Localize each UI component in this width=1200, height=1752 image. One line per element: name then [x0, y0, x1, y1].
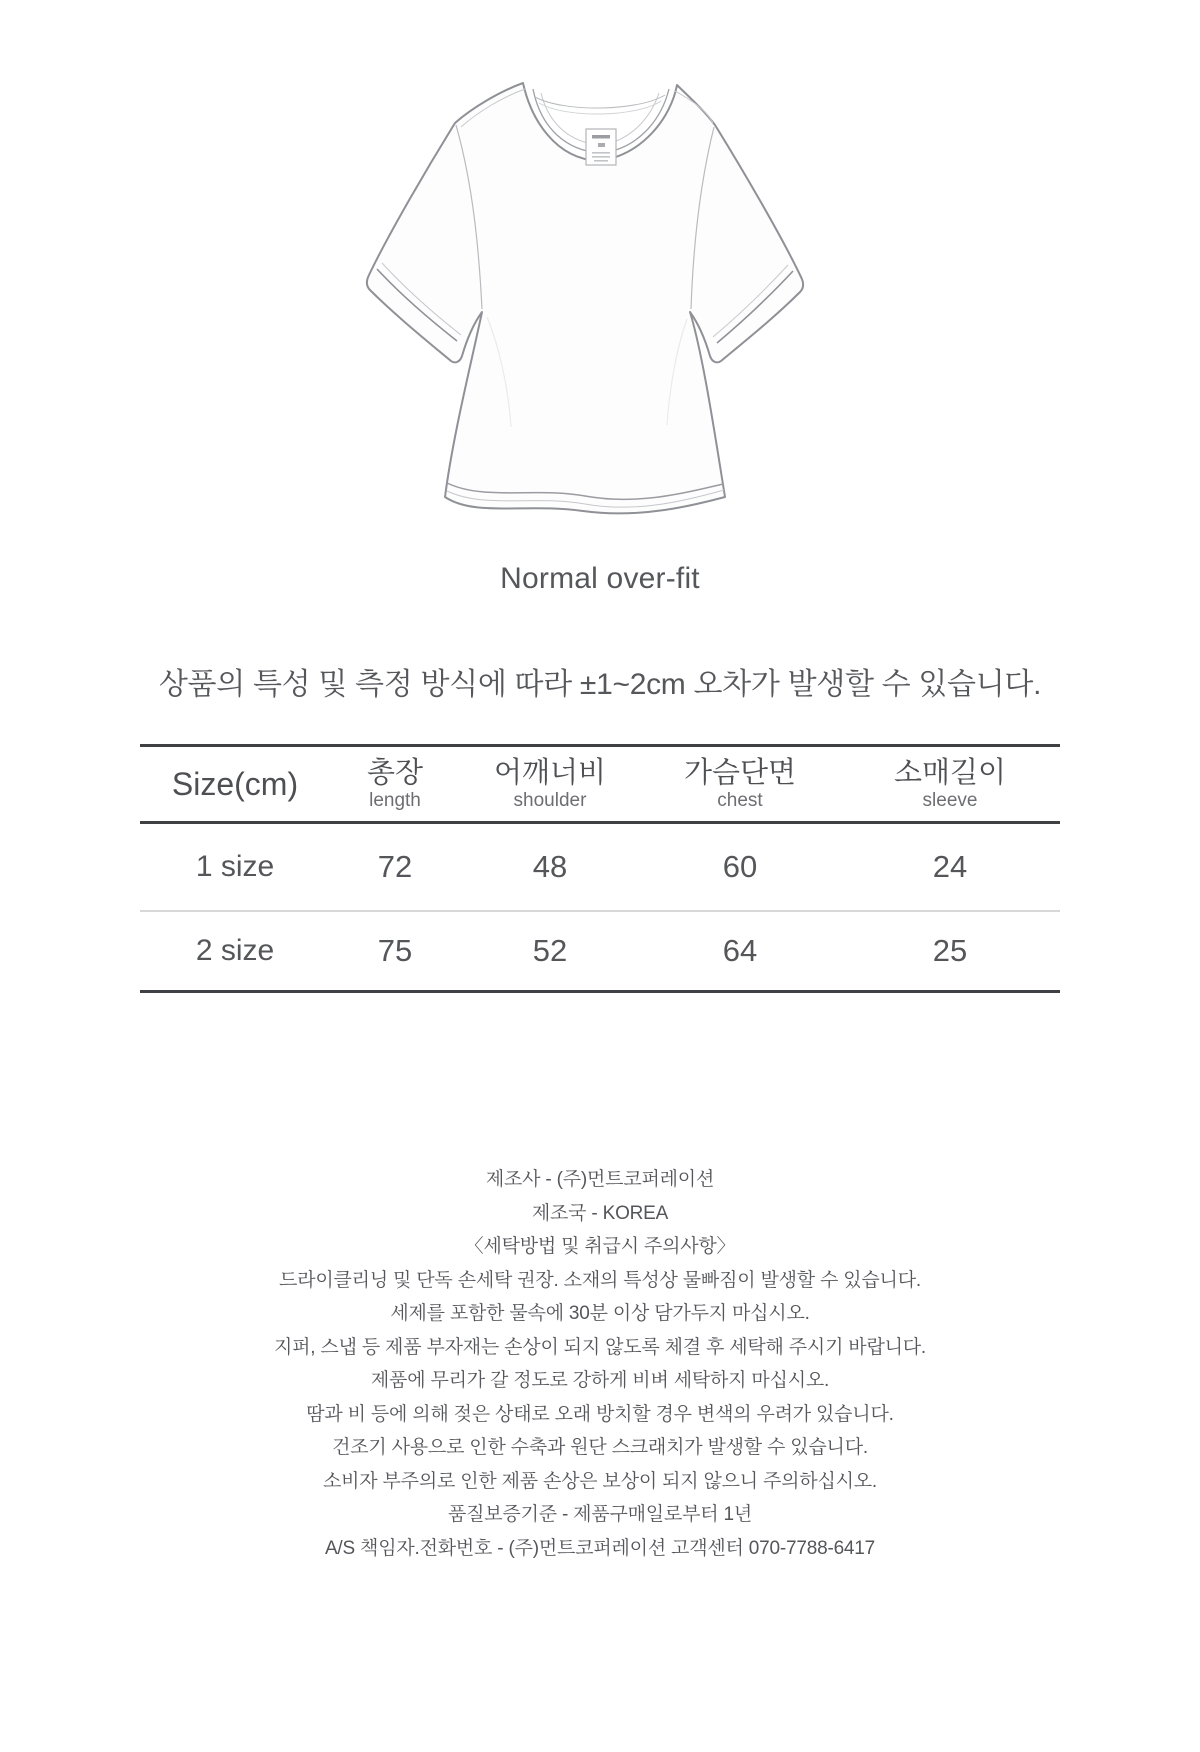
product-info-line-care-6: 건조기 사용으로 인한 수축과 원단 스크래치가 발생할 수 있습니다. [332, 1437, 868, 1458]
header-chest-en: chest [717, 789, 763, 811]
tshirt-sketch-svg [355, 55, 815, 525]
product-info-line-care-7: 소비자 부주의로 인한 제품 손상은 보상이 되지 않으니 주의하십시오. [322, 1470, 878, 1492]
row2-sleeve: 25 [932, 932, 968, 968]
header-shoulder-en: shoulder [513, 789, 587, 811]
neck-label-tag [586, 129, 616, 165]
row1-sleeve: 24 [932, 848, 968, 884]
product-info-line-care-4: 제품에 무리가 갈 정도로 강하게 비벼 세탁하지 마십시오. [370, 1370, 830, 1391]
row1-length: 72 [377, 848, 413, 884]
product-info-line-manufacturer: 제조사 - (주)먼트코퍼레이션 [485, 1169, 715, 1190]
product-info-line-care-5: 땀과 비 등에 의해 젖은 상태로 오래 방치할 경우 변색의 우려가 있습니다. [306, 1403, 894, 1425]
header-shoulder-ko: 어깨너비 [493, 756, 607, 789]
size-table-header-chest [640, 746, 840, 823]
fit-caption: Normal over-fit [500, 562, 700, 595]
size-table-header-sleeve [840, 746, 1060, 823]
row2-shoulder: 52 [532, 932, 568, 968]
product-info-line-care-1: 드라이클리닝 및 단독 손세탁 권장. 소재의 특성상 물빠짐이 발생할 수 있습니다. [279, 1269, 921, 1291]
product-info-line-as-contact: A/S 책임자.전화번호 - (주)먼트코퍼레이션 고객센터 070-7788-6417 [324, 1537, 876, 1559]
size-table-row-2 [140, 911, 1060, 992]
header-chest-ko: 가슴단면 [683, 756, 797, 789]
size-label: Size(cm) [171, 765, 299, 802]
product-info-line-care-3: 지퍼, 스냅 등 제품 부자재는 손상이 되지 않도록 체결 후 세탁해 주시기 바랍니다. [273, 1336, 927, 1358]
row2-chest: 64 [722, 932, 758, 968]
product-info-line-warranty: 품질보증기준 - 제품구매일로부터 1년 [447, 1504, 753, 1525]
row1-shoulder: 48 [532, 848, 568, 884]
size-table-header-length [330, 746, 460, 823]
tshirt-outline [367, 83, 803, 513]
row2-size-name: 2 size [195, 933, 275, 967]
product-info-line-care-title: 〈세탁방법 및 취급시 주의사항〉 [464, 1236, 736, 1257]
header-length-en: length [369, 789, 421, 811]
header-length-ko: 총장 [366, 756, 424, 789]
size-table-header-size [140, 746, 330, 823]
tshirt-illustration [355, 55, 815, 525]
header-sleeve-en: sleeve [922, 789, 978, 811]
row1-size-name: 1 size [195, 849, 275, 883]
tolerance-note: 상품의 특성 및 측정 방식에 따라 ±1~2cm 오차가 발생할 수 있습니다. [158, 668, 1042, 701]
row2-length: 75 [377, 932, 413, 968]
size-table [140, 744, 1060, 993]
back-neck-line-1 [535, 95, 665, 108]
product-info-line-care-2: 세제를 포함한 물속에 30분 이상 담가두지 마십시오. [390, 1303, 810, 1324]
product-info [0, 1163, 1200, 1565]
row1-chest: 60 [722, 848, 758, 884]
header-sleeve-ko: 소매길이 [893, 756, 1007, 789]
product-info-line-country: 제조국 - KOREA [531, 1202, 669, 1224]
size-table-header-row [140, 746, 1060, 823]
size-table-row-1 [140, 823, 1060, 911]
size-table-header-shoulder [460, 746, 640, 823]
